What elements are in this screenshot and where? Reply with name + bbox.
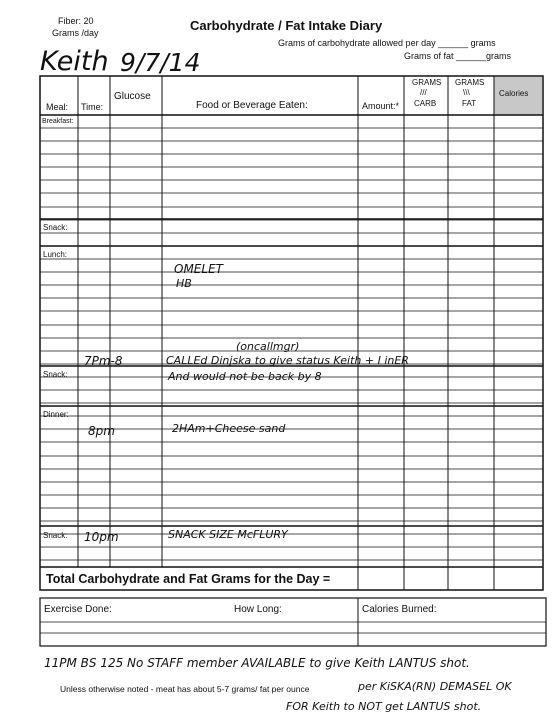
dinner-entry: 2HAm+Cheese sand xyxy=(172,422,286,435)
meal-label-lunch: Lunch: xyxy=(43,250,68,259)
how-long-label: How Long: xyxy=(234,604,282,615)
handwritten-date: 9/7/14 xyxy=(120,48,201,77)
dinner-time: 8pm xyxy=(88,424,115,438)
page-title: Carbohydrate / Fat Intake Diary xyxy=(190,18,383,33)
grams-per-day-label: Grams /day xyxy=(52,28,99,38)
snack-3-time: 10pm xyxy=(84,530,119,544)
col-food-header: Food or Beverage Eaten: xyxy=(196,100,308,111)
col-fat-header-top: GRAMS xyxy=(455,78,485,87)
lunch-entry-2: HB xyxy=(176,277,192,290)
col-carb-header-top: GRAMS xyxy=(412,78,442,87)
col-fat-header-mid: \\\ xyxy=(463,88,470,97)
col-calories-header: Calories xyxy=(499,89,529,98)
footer-handwritten-note-3: FOR Keith to NOT get LANTUS shot. xyxy=(286,700,482,713)
calories-burned-label: Calories Burned: xyxy=(362,604,437,615)
meal-label-snack-3: Snack: xyxy=(43,531,68,540)
col-meal-header: Meal: xyxy=(46,102,69,112)
meal-label-breakfast: Breakfast: xyxy=(42,118,74,125)
col-amount-header: Amount:* xyxy=(362,101,400,111)
col-carb-header-mid: /// xyxy=(420,88,427,97)
totals-label: Total Carbohydrate and Fat Grams for the Day = xyxy=(46,572,331,586)
meal-label-dinner: Dinner: xyxy=(43,410,69,419)
footer-handwritten-note-2: per KiSKA(RN) DEMASEL OK xyxy=(358,680,512,693)
snack-2-entry-1: CALLEd Dinjska to give status Keith + I inER xyxy=(166,354,409,367)
col-fat-header-bot: FAT xyxy=(462,99,477,108)
col-glucose-header: Glucose xyxy=(114,91,151,102)
fiber-label: Fiber: 20 xyxy=(58,16,94,26)
handwritten-name: Keith xyxy=(40,46,109,77)
meal-label-snack-2: Snack: xyxy=(43,370,68,379)
snack-2-entry-2: And would not be back by 8 xyxy=(168,370,322,383)
footer-handwritten-note-1: 11PM BS 125 No STAFF member AVAILABLE to give Keith LANTUS shot. xyxy=(44,656,470,670)
snack-2-time: 7Pm-8 xyxy=(84,354,123,368)
exercise-done-label: Exercise Done: xyxy=(44,604,112,615)
col-carb-header-bot: CARB xyxy=(414,99,437,108)
col-time-header: Time: xyxy=(81,102,104,112)
on-call-note: (oncallmgr) xyxy=(236,340,300,353)
fat-allowed-line: Grams of fat ______grams xyxy=(404,51,512,61)
snack-3-entry: SNACK SIZE McFLURY xyxy=(168,528,288,541)
lunch-entry-1: OMELET xyxy=(174,262,223,276)
meal-label-snack-1: Snack: xyxy=(43,223,68,232)
footer-printed-note: Unless otherwise noted - meat has about 5-7 grams/ fat per ounce xyxy=(60,684,310,694)
carb-allowed-line: Grams of carbohydrate allowed per day ______ grams xyxy=(278,38,496,48)
